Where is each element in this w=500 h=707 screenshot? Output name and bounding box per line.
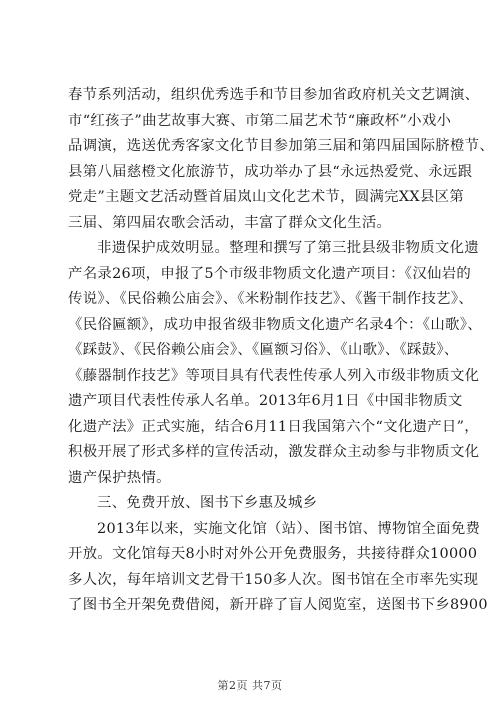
text-line: 县第八届慈橙文化旅游节，成功举办了县“永远热爱党、永远跟	[68, 163, 473, 180]
paragraph	[68, 83, 495, 236]
paragraph	[68, 236, 482, 491]
paragraph	[68, 491, 433, 517]
text-line: 传说》、《民俗赖公庙会》、《米粉制作技艺》、《酱干制作技艺》、	[68, 291, 474, 307]
text-line: 产名录26项，申报了5个市级非物质文化遗产项目：《汉仙岩的	[68, 265, 472, 282]
document-body	[68, 83, 495, 619]
page-footer: 第2页 共7页	[217, 679, 283, 692]
text-line: 党走”主题文艺活动暨首届岚山文化艺术节，圆满完XX县区第	[68, 189, 465, 205]
text-line: 春节系列活动，组织优秀选手和节目参加省政府机关文艺调演、	[68, 87, 480, 103]
text-line: 了图书全开架免费借阅，新开辟了盲人阅览室，送图书下乡8900	[68, 597, 488, 613]
text-line: 三届、第四届农歌会活动，丰富了群众文化生活。	[68, 214, 392, 231]
text-line: 《踩鼓》、《民俗赖公庙会》、《匾额习俗》、《山歌》、《踩鼓》、	[68, 342, 459, 358]
text-line: 积极开展了形式多样的宣传活动，激发群众主动参与非物质文化	[68, 444, 480, 460]
text-line: 非遗保护成效明显。整理和撰写了第三批县级非物质文化遗	[97, 240, 479, 256]
text-line: 《民俗匾额》，成功申报省级非物质文化遗产名录4个：《山歌》、	[68, 316, 482, 333]
text-line: 2013年以来，实施文化馆（站）、图书馆、博物馆全面免费	[97, 520, 481, 537]
text-line: 三、免费开放、图书下乡惠及城乡	[97, 495, 318, 511]
text-line: 《藤器制作技艺》等项目具有代表性传承人列入市级非物质文化	[68, 367, 480, 384]
text-line: 品调演，选送优秀客家文化节目参加第三届和第四届国际脐橙节、	[68, 138, 495, 154]
text-line: 市“红孩子”曲艺故事大赛、市第二届艺术节“廉政杯”小戏小	[68, 112, 452, 129]
text-line: 化遗产法》正式实施，结合6月11日我国第六个“文化遗产日”，	[68, 418, 479, 435]
text-line: 遗产项目代表性传承人名单。2013年6月1日《中国非物质文	[68, 393, 463, 409]
text-line: 开放。文化馆每天8小时对外公开免费服务，共接待群众10000	[68, 546, 478, 562]
paragraph	[68, 517, 488, 619]
text-line: 多人次，每年培训文艺骨干150多人次。图书馆在全市率先实现	[68, 571, 479, 588]
text-line: 遗产保护热情。	[68, 469, 171, 486]
